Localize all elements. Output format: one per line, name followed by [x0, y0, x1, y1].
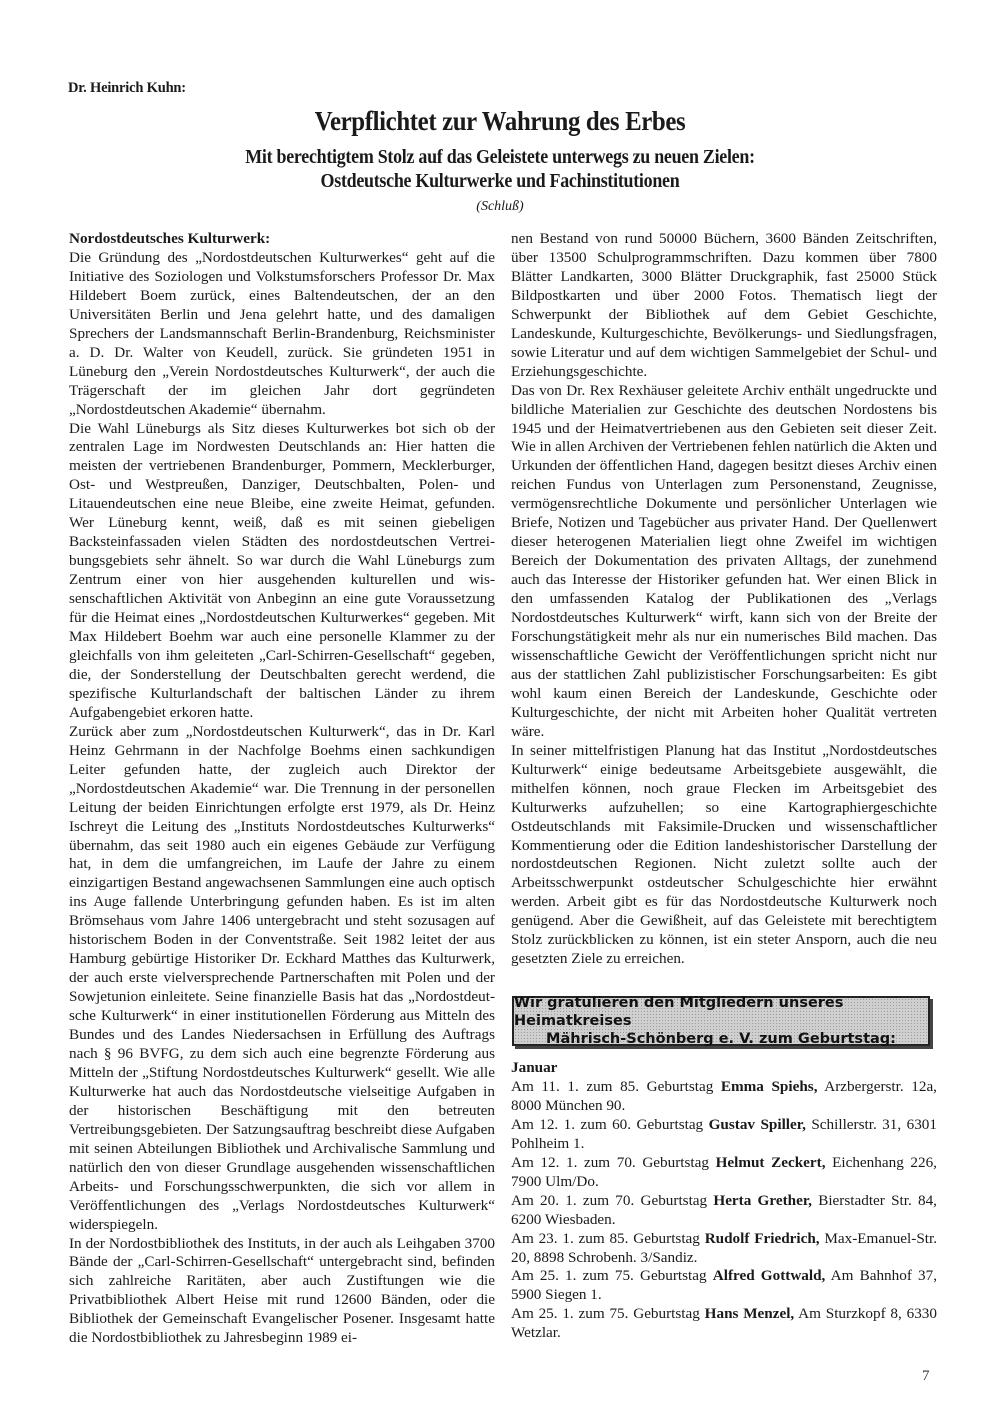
- entry-name: Hans Menzel,: [704, 1305, 795, 1323]
- entry-date: Am 25. 1. zum 75. Geburtstag: [511, 1305, 705, 1323]
- entry-date: Am 25. 1. zum 75. Geburtstag: [511, 1267, 713, 1285]
- paragraph: In der Nordostbibliothek des Instituts, in der auch als Leihgaben 3700 Bände der „Carl-Schirren-Gesellschaft“ untergebracht sind, befinden sich zahlreiche Raritäten, aber auch Zustiftungen wie die Privatbibliothek Albert Heise mit rund 12600 Bänden, oder die Bibliothek der Gemeinschaft Evangelischer Posener. Insgesamt hatte die Nordostbibliothek zu Jahresbeginn 1989 ei-: [69, 1234, 495, 1347]
- entry-address: Am Sturzkopf 8, 6330 Wetzlar.: [511, 1305, 937, 1342]
- article-author: Dr. Heinrich Kuhn:: [68, 80, 186, 96]
- entry-date: Am 23. 1. zum 85. Geburtstag: [511, 1229, 705, 1247]
- page-number: 7: [922, 1368, 930, 1384]
- entry-date: Am 11. 1. zum 85. Geburtstag: [511, 1077, 721, 1095]
- paragraph: nen Bestand von rund 50000 Büchern, 3600 Bänden Zeitschriften, über 13500 Schulprogrammschriften. Dazu kommen über 7800 Blätter Landkarten, 3000 Blätter Druckgraphik, fast 25000 Stück Bildpostkarten und über 2000 Fotos. Thematisch liegt der Schwerpunkt der Bibliothek auf dem Gebiet Geschichte, Landeskunde, Kulturgeschichte, Bevölkerungs- und Siedlungsfragen, sowie Literatur und auf dem wichtigen Sammelgebiet der Schul- und Erziehungsgeschichte.: [511, 230, 937, 380]
- entry-date: Am 12. 1. zum 70. Geburtstag: [511, 1153, 716, 1171]
- continuation-note: (Schluß): [476, 199, 524, 214]
- birthday-entry: [511, 1305, 937, 1343]
- birthday-entry: [511, 1230, 937, 1268]
- left-column: [69, 230, 495, 1348]
- paragraph: Das von Dr. Rex Rexhäuser geleitete Archiv enthält ungedruckte und bildliche Materialien zur Geschichte des deutschen Nordostens bis 1945 und der Heimatvertriebenen aus den Gebieten seit dieser Zeit. Wie in allen Archiven der Vertriebenen fehlen natürlich die Akten und Urkunden der öffentlichen Hand, dagegen besitzt dieses Archiv einen reichen Fundus von Unterlagen zum Personenstand, Zeugnisse, vermögensrechtliche Dokumente und persönlicher Unterlagen wie Briefe, Notizen und Tagebücher aus privater Hand. Der Quellenwert dieser heterogenen Materialien liegt ohne Zweifel im wichtigen Bereich der Dokumentation des privaten Alltags, der zunehmend auch das Interesse der Historiker gefunden hat. Wer einen Blick in den umfassenden Katalog der Publikationen des „Verlags Nordostdeutsches Kulturwerk“ wirft, kann sich von der Breite der Forschungstätigkeit mehr als nur ein numerisches Bild machen. Das wissenschaftliche Gewicht der Veröffentlichungen spricht nicht nur aus der stattlichen Zahl publizistischer Forschungsarbeiten: Es gibt wohl kaum einen Bereich der Landeskunde, Geschichte oder Kulturgeschichte, der nicht mit Arbeiten hoher Qualität vertreten wäre.: [511, 381, 937, 740]
- paragraph: Die Wahl Lüneburgs als Sitz dieses Kulturwerkes bot sich ob der zentralen Lage im Nordwesten Deutschlands an: Hier hatten die meisten der vertriebenen Brandenburger, Pommern, Mecklerburger, Ost- und Westpreußen, Danziger, Deutschbalten, Polen- und Litauendeutschen eine neue Bleibe, eine zweite Heimat, gefunden. Wer Lüneburg kennt, weiß, daß es mit seinen giebeligen Backsteinfassaden vielen Städten des nordostdeutschen Vertreibungsgebiets sehr ähnelt. So war durch die Wahl Lüneburgs zum Zentrum einer von hier ausgehenden kulturellen und wissenschaftlichen Aktivität von Anbeginn an eine gute Voraussetzung für die Heimat eines „Nordostdeutschen Kulturwerkes“ gegeben. Mit Max Hildebert Boehm war auch eine personelle Klammer zu der gleichfalls von ihm geleiteten „Carl-Schirren-Gesellschaft“ gegeben, die, der Sonderstellung der Deutschbalten gerecht werdend, die spezifische Kulturlandschaft der baltischen Länder zu ihrem Aufgabengebiet erkoren hatte.: [69, 419, 495, 721]
- birthday-entry: [511, 1116, 937, 1154]
- entry-address: Max-Emanuel-Str. 20, 8898 Schrobenh. 3/Sandiz.: [511, 1229, 937, 1266]
- month-heading: Januar: [511, 1059, 558, 1076]
- article-subtitle: [95, 146, 905, 194]
- entry-name: Alfred Gottwald,: [712, 1267, 826, 1285]
- paragraph: In seiner mittelfristigen Planung hat das Institut „Nordostdeutsches Kulturwerk“ einige bedeutsame Arbeitsgebiete ausgewählt, die mithelfen können, noch graue Flecken im Arbeitsgebiet des Kulturwerks aufzuhellen; so eine Kartographiergeschichte Ostdeutschlands mit Faksimile-Drucken und wissenschaftlicher Kommentierung oder die Edition landeshistorischer Darstellung der nordostdeutschen Regionen. Nicht zuletzt sollte auch der Arbeitsschwerpunkt ostdeutscher Schulgeschichte hier erwähnt werden. Arbeit gibt es für das Nordostdeutsche Kulturwerk noch genügend. Aber die Gewißheit, auf das Geleistete mit berechtigtem Stolz zurückblicken zu können, ist ein steter Ansporn, auch die neu gesetzten Ziele zu erreichen.: [511, 741, 937, 968]
- entry-name: Rudolf Friedrich,: [704, 1229, 820, 1247]
- entry-address: Arzbergerstr. 12a, 8000 München 90.: [511, 1077, 937, 1114]
- greeting-box: [512, 996, 930, 1046]
- birthday-entry: [511, 1154, 937, 1192]
- article-title: Verpflichtet zur Wahrung des Erbes: [314, 106, 686, 136]
- entry-address: Am Bahnhof 37, 5900 Siegen 1.: [511, 1267, 938, 1304]
- entry-address: Bierstadter Str. 84, 6200 Wiesbaden.: [511, 1191, 937, 1228]
- subtitle-line-1: Mit berechtigtem Stolz auf das Geleistete unterwegs zu neuen Zielen:: [245, 147, 755, 168]
- paragraph: Zurück aber zum „Nordostdeutschen Kulturwerk“, das in Dr. Karl Heinz Gehrmann in der Nachfolge Boehms einen sachkundigen Leiter gefunden hatte, der zugleich auch Direktor der „Nordostdeutschen Akademie“ war. Die Trennung in der personellen Leitung der beiden Einrichtungen erfolgte erst 1979, als Dr. Heinz Ischreyt die Leitung des „Instituts Nordostdeutsches Kulturwerks“ übernahm, das seit 1980 auch ein eigenes Gebäude zur Verfügung hat, in dem die umfangreichen, im Laufe der Jahre zu einem einzigartigen Bestand angewachsenen Sammlungen eine auch optisch ins Auge fallende Unterbringung gefunden haben. Es ist im alten Brömsehaus vom Jahre 1406 untergebracht und steht sozusagen auf historischem Boden in der Conventstraße. Seit 1982 leitet der aus Hamburg gebürtige Historiker Dr. Eckhard Matthes das Kulturwerk, der auch erste vielversprechende Partnerschaften mit Polen und der Sowjetunion einleitete. Seine finanzielle Basis hat das „Nordostdeutsche Kulturwerk“ in einer institutionellen Förderung aus Mitteln des Bundes und des Landes Niedersachsen in Erfüllung des Auftrags nach § 96 BVFG, zu dem sich auch eine begrenzte Förderung aus Mitteln der „Stiftung Nordostdeutsches Kulturwerk“ gesellt. Wie alle Kulturwerke hat auch das Nordostdeutsche vielseitige Aufgaben in der historischen Beschäftigung mit den betreuten Vertreibungsgebieten. Der Satzungsauftrag beschreibt diese Aufgaben mit seinen Abteilungen Bibliothek und Archivalische Sammlung und natürlich den von dieser Grundlage ausgehenden wissenschaftlichen Arbeits- und Forschungsschwerpunkten, die sich vor allem in Veröffentlichungen des „Verlags Nordostdeutsches Kulturwerk“ widerspiegeln.: [69, 722, 495, 1233]
- birthday-entry: [511, 1267, 937, 1305]
- entry-name: Emma Spiehs,: [720, 1077, 818, 1095]
- paragraph: Die Gründung des „Nordostdeutschen Kulturwerkes“ geht auf die Initiative des Soziologen und Volkstumsforschers Professor Dr. Max Hildebert Boem zurück, eines Baltendeutschen, der an den Universitäten Berlin und Jena gelehrt hatte, und des damaligen Sprechers der Landsmannschaft Berlin-Brandenburg, Reichsminister a. D. Dr. Walter von Keudell, zurück. Sie gründeten 1951 in Lüneburg den „Verein Nordostdeutsches Kulturwerk“, der auch die Trägerschaft der im gleichen Jahr dort gegründeten „Nordostdeutschen Akademie“ übernahm.: [69, 248, 495, 418]
- greeting-line-1: Wir gratulieren den Mitgliedern unseres Heimatkreises: [514, 995, 844, 1029]
- birthday-list: [511, 1059, 937, 1343]
- entry-address: Schillerstr. 31, 6301 Pohlheim 1.: [511, 1115, 937, 1152]
- birthday-entry: [511, 1078, 937, 1116]
- entry-name: Gustav Spiller,: [708, 1115, 806, 1133]
- section-heading: Nordostdeutsches Kulturwerk:: [69, 230, 271, 247]
- entry-name: Herta Grether,: [713, 1191, 812, 1209]
- right-column: [511, 230, 937, 969]
- greeting-line-2: Mährisch-Schönberg e. V. zum Geburtstag:: [546, 1031, 896, 1047]
- entry-date: Am 20. 1. zum 70. Geburtstag: [511, 1191, 714, 1209]
- birthday-entry: [511, 1192, 937, 1230]
- entry-name: Helmut Zeckert,: [715, 1153, 826, 1171]
- subtitle-line-2: Ostdeutsche Kulturwerke und Fachinstitutionen: [320, 171, 680, 192]
- entry-date: Am 12. 1. zum 60. Geburtstag: [511, 1115, 709, 1133]
- entry-address: Eichenhang 226, 7900 Ulm/Do.: [511, 1153, 937, 1190]
